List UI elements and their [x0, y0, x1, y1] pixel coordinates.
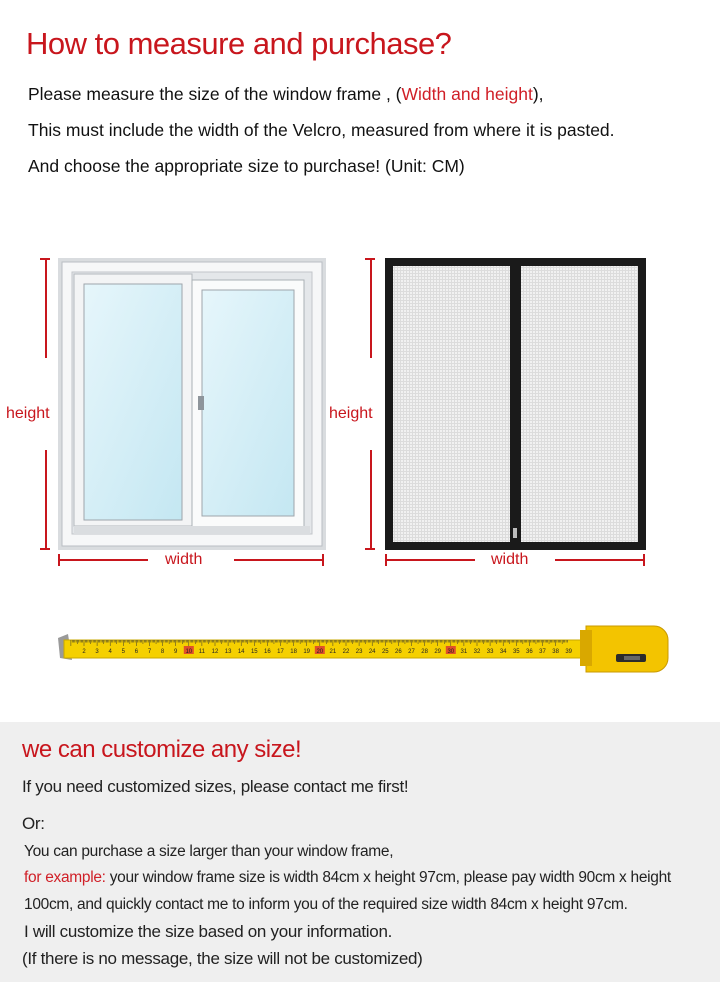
- tape-measure-image: [58, 620, 670, 676]
- tape-number: 22: [342, 649, 350, 655]
- width-label-right: width: [491, 551, 529, 568]
- tape-number: 19: [303, 649, 311, 655]
- tape-number: 18: [290, 649, 297, 655]
- example-label: for example:: [24, 869, 106, 886]
- contact-text: If you need customized sizes, please contact me first!: [22, 777, 409, 796]
- example-line: [24, 869, 671, 887]
- width-height-highlight: Width and height: [401, 84, 533, 104]
- width-line-left: [58, 559, 148, 561]
- tape-number: 16: [264, 649, 271, 655]
- tape-number: 34: [499, 649, 507, 655]
- width-tick-right: [643, 554, 645, 566]
- tape-number: 27: [408, 649, 415, 655]
- tape-number: 12: [211, 649, 219, 655]
- width-label-left: width: [165, 551, 203, 568]
- tape-number: 35: [512, 649, 520, 655]
- instruction-line-3: And choose the appropriate size to purchase! (Unit: CM): [28, 156, 465, 176]
- required-size-text: 100cm, and quickly contact me to inform you of the required size width 84cm x height 97cm.: [24, 896, 628, 913]
- instruction-line-1: [28, 84, 544, 105]
- tape-number: 8: [160, 649, 165, 655]
- width-line-right: [234, 559, 324, 561]
- tape-number: 10: [185, 649, 193, 655]
- screen-window-image: [385, 258, 646, 550]
- height-label-left: height: [6, 405, 50, 422]
- tape-number: 21: [329, 649, 337, 655]
- tape-number: 25: [381, 649, 389, 655]
- customize-info-text: I will customize the size based on your information.: [24, 922, 393, 941]
- instruction-line-2: This must include the width of the Velcro, measured from where it is pasted.: [28, 120, 615, 140]
- height-line-bottom: [45, 450, 47, 550]
- tape-number: 17: [277, 649, 284, 655]
- page-title: How to measure and purchase?: [26, 26, 452, 61]
- width-line-right: [555, 559, 645, 561]
- tape-number: 6: [134, 649, 139, 655]
- instruction-text: ),: [532, 84, 544, 104]
- tape-number: 37: [539, 649, 546, 655]
- tape-number: 26: [395, 649, 402, 655]
- tape-number: 38: [552, 649, 559, 655]
- tape-number: 20: [316, 649, 324, 655]
- tape-number: 2: [82, 649, 86, 655]
- tape-number: 14: [237, 649, 245, 655]
- example-text: your window frame size is width 84cm x height 97cm, please pay width 90cm x height: [105, 869, 671, 886]
- tape-number: 31: [460, 649, 468, 655]
- tape-number: 13: [224, 649, 232, 655]
- tape-number: 7: [147, 649, 152, 655]
- or-label: Or:: [22, 814, 45, 833]
- width-tick-right: [322, 554, 324, 566]
- no-message-warning: (If there is no message, the size will not be customized): [22, 949, 423, 968]
- tape-number: 11: [198, 649, 206, 655]
- tape-number: 36: [526, 649, 533, 655]
- height-label-right: height: [329, 405, 373, 422]
- tape-number: 33: [486, 649, 494, 655]
- width-line-left: [385, 559, 475, 561]
- height-line-top: [370, 258, 372, 358]
- tape-number: 24: [368, 649, 376, 655]
- tape-number: 9: [174, 649, 178, 655]
- tape-number: 32: [473, 649, 481, 655]
- height-tick-bottom: [365, 548, 375, 550]
- tape-number: 23: [355, 649, 363, 655]
- tape-number: 3: [95, 649, 99, 655]
- tape-number: 15: [250, 649, 258, 655]
- tape-number: 39: [565, 649, 573, 655]
- purchase-larger-text: You can purchase a size larger than your window frame,: [24, 843, 394, 860]
- customize-title: we can customize any size!: [22, 736, 302, 763]
- tape-number: 29: [434, 649, 442, 655]
- tape-number: 4: [108, 649, 112, 655]
- height-line-bottom: [370, 450, 372, 550]
- tape-number: 28: [421, 649, 428, 655]
- tape-number: 30: [447, 649, 455, 655]
- instruction-text: Please measure the size of the window frame , (: [28, 84, 402, 104]
- height-tick-bottom: [40, 548, 50, 550]
- sliding-window-image: [58, 258, 326, 550]
- tape-number: 5: [121, 649, 125, 655]
- height-line-top: [45, 258, 47, 358]
